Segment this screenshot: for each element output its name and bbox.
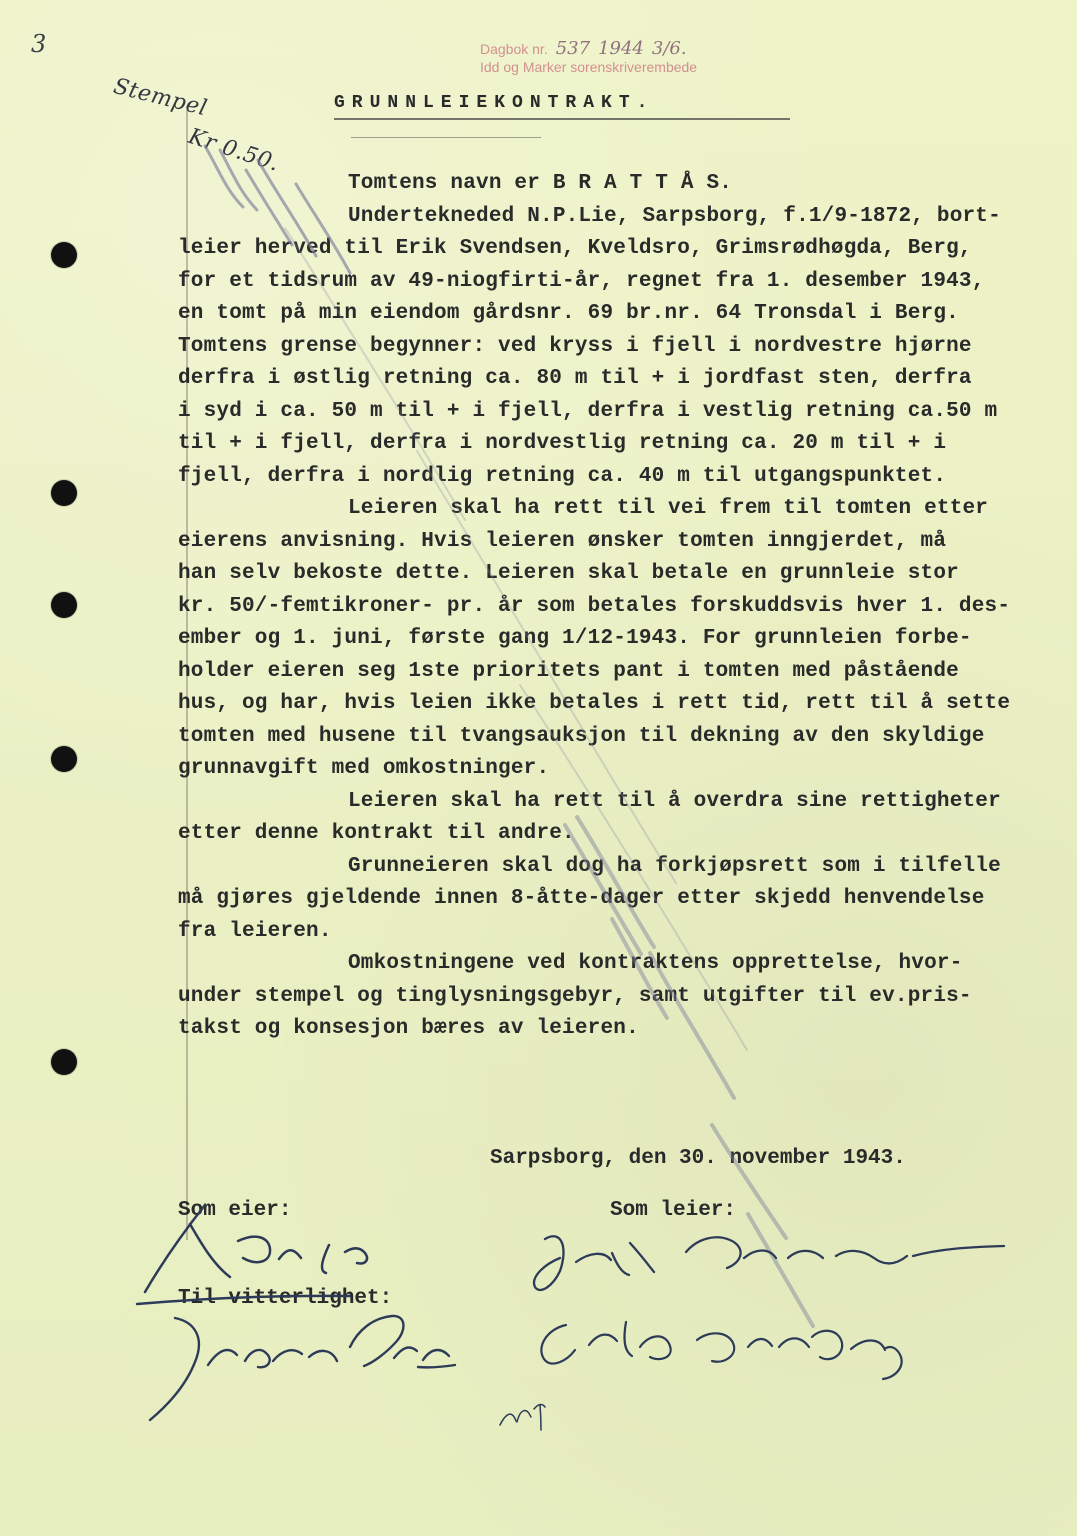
fee-handwriting: Kr 0.50.	[185, 124, 283, 177]
body-line: ember og 1. juni, første gang 1/12-1943. For grunnleien forbe-	[178, 627, 972, 650]
witness-label: Til vitterlighet:	[178, 1287, 393, 1310]
punch-hole-icon	[51, 480, 77, 506]
body-line: Leieren skal ha rett til å overdra sine rettigheter	[348, 789, 1001, 813]
initials-icon	[500, 1405, 545, 1430]
title-secondary-underline	[351, 137, 541, 138]
body-line: han selv bekoste dette. Leieren skal betale en grunnleie stor	[178, 562, 959, 585]
body-line: hus, og har, hvis leien ikke betales i rett tid, rett til å sette	[178, 692, 1011, 715]
dagbok-label: Dagbok nr.	[480, 41, 548, 57]
punch-hole-icon	[51, 1049, 77, 1075]
page-number: 3	[31, 30, 47, 58]
body-line: derfra i østlig retning ca. 80 m til + i jordfast sten, derfra	[178, 367, 972, 390]
body-line: Leieren skal ha rett til vei frem til tomten etter	[348, 497, 989, 520]
body-line: grunnavgift med omkostninger.	[178, 757, 550, 780]
signing-date-line: Sarpsborg, den 30. november 1943.	[490, 1147, 906, 1170]
dagbok-date: 3/6.	[651, 38, 687, 59]
body-line: Tomtens navn er B R A T T Å S.	[348, 172, 733, 195]
witness-signature-left-icon	[150, 1316, 455, 1420]
document-title: GRUNNLEIEKONTRAKT.	[334, 93, 655, 113]
body-line: etter denne kontrakt til andre.	[178, 822, 575, 845]
left-stamp-handwriting: Stempel	[110, 74, 210, 122]
body-line: Grunneieren skal dog ha forkjøpsrett som i tilfelle	[348, 854, 1001, 878]
body-line: Tomtens grense begynner: ved kryss i fjell i nordvestre hjørne	[178, 334, 972, 358]
tenant-signature-icon	[534, 1236, 1004, 1290]
body-line: i syd i ca. 50 m til + i fjell, derfra i vestlig retning ca.50 m	[178, 399, 998, 423]
office-stamp: Idd og Marker sorenskriverembede	[480, 59, 698, 75]
title-underline	[334, 118, 790, 120]
body-line: takst og konsesjon bæres av leieren.	[178, 1017, 639, 1040]
body-line: fjell, derfra i nordlig retning ca. 40 m til utgangspunktet.	[178, 464, 947, 488]
tenant-label: Som leier:	[610, 1199, 737, 1222]
body-line: under stempel og tinglysningsgebyr, samt utgifter til ev.pris-	[178, 984, 972, 1008]
punch-hole-icon	[51, 592, 77, 618]
body-line: tomten med husene til tvangsauksjon til dekning av den skyldige	[178, 724, 985, 748]
body-line: kr. 50/-femtikroner- pr. år som betales forskuddsvis hver 1. des-	[178, 594, 1011, 618]
dagbok-stamp	[480, 40, 697, 76]
dagbok-year: 1944	[598, 38, 644, 59]
punch-hole-icon	[51, 746, 77, 772]
body-line: en tomt på min eiendom gårdsnr. 69 br.nr. 64 Tronsdal i Berg.	[178, 302, 959, 325]
witness-signature-right-icon	[541, 1322, 901, 1379]
punch-hole-icon	[51, 242, 77, 268]
body-line: må gjøres gjeldende innen 8-åtte-dager etter skjedd henvendelse	[178, 887, 985, 910]
body-line: fra leieren.	[178, 919, 332, 943]
body-line: holder eieren seg 1ste prioritets pant i tomten med påstående	[178, 659, 959, 683]
body-line: leier herved til Erik Svendsen, Kveldsro, Grimsrødhøgda, Berg,	[178, 237, 972, 260]
dagbok-number: 537	[555, 38, 591, 59]
body-line: eierens anvisning. Hvis leieren ønsker tomten inngjerdet, må	[178, 529, 947, 553]
owner-label: Som eier:	[178, 1199, 292, 1222]
body-line: for et tidsrum av 49-niogfirti-år, regnet fra 1. desember 1943,	[178, 269, 985, 293]
document-body	[178, 168, 1028, 1046]
body-line: Undertekneded N.P.Lie, Sarpsborg, f.1/9-1872, bort-	[348, 204, 1001, 228]
body-line: til + i fjell, derfra i nordvestlig retning ca. 20 m til + i	[178, 432, 947, 455]
body-line: Omkostningene ved kontraktens opprettelse, hvor-	[348, 952, 963, 975]
